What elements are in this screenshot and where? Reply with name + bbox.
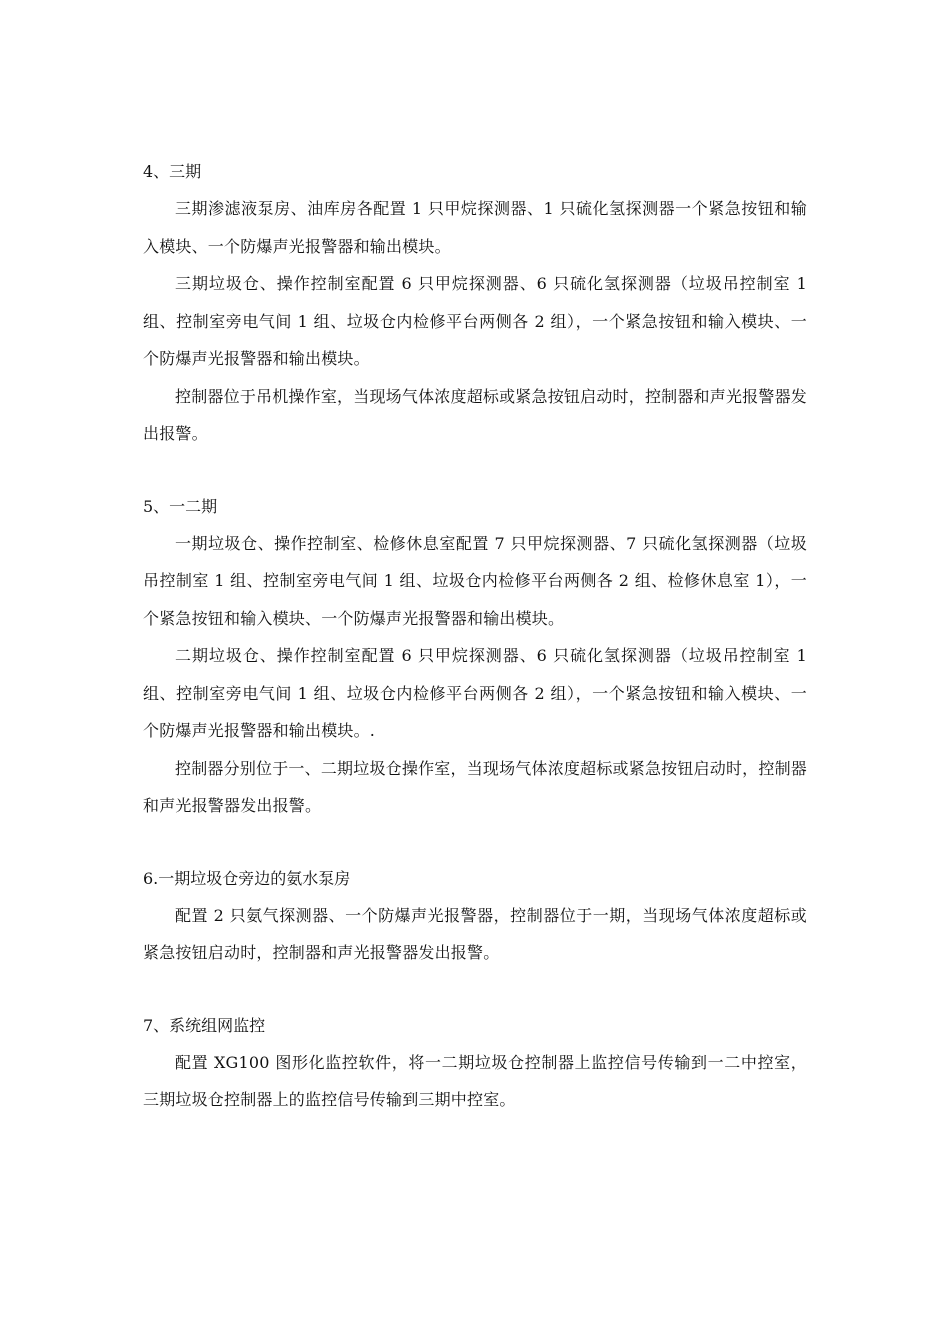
section-heading: 7、系统组网监控 bbox=[143, 1015, 266, 1035]
section-ammonia-pump-room bbox=[143, 861, 807, 972]
paragraph: 三期渗滤液泵房、油库房各配置 1 只甲烷探测器、1 只硫化氢探测器一个紧急按钮和输入模块、一个防爆声光报警器和输出模块。 bbox=[143, 199, 807, 256]
section-phase-3 bbox=[143, 154, 807, 453]
section-network-monitoring bbox=[143, 1008, 807, 1119]
paragraph: 三期垃圾仓、操作控制室配置 6 只甲烷探测器、6 只硫化氢探测器（垃圾吊控制室 1 组、控制室旁电气间 1 组、垃圾仓内检修平台两侧各 2 组），一个紧急按钮和输入模块、一个防爆声光报警器和输出模块。 bbox=[143, 274, 807, 368]
paragraph: 控制器位于吊机操作室，当现场气体浓度超标或紧急按钮启动时，控制器和声光报警器发出报警。 bbox=[143, 386, 807, 443]
document-body bbox=[143, 154, 807, 1119]
section-heading: 5、一二期 bbox=[143, 496, 218, 516]
paragraph: 控制器分别位于一、二期垃圾仓操作室，当现场气体浓度超标或紧急按钮启动时，控制器和声光报警器发出报警。 bbox=[143, 758, 807, 815]
section-phase-1-2 bbox=[143, 489, 807, 825]
paragraph: 二期垃圾仓、操作控制室配置 6 只甲烷探测器、6 只硫化氢探测器（垃圾吊控制室 1 组、控制室旁电气间 1 组、垃圾仓内检修平台两侧各 2 组），一个紧急按钮和输入模块、一个防爆声光报警器和输出模块。. bbox=[143, 646, 807, 740]
section-heading: 4、三期 bbox=[143, 162, 202, 181]
paragraph: 配置 2 只氨气探测器、一个防爆声光报警器，控制器位于一期，当现场气体浓度超标或紧急按钮启动时，控制器和声光报警器发出报警。 bbox=[143, 905, 807, 962]
paragraph: 一期垃圾仓、操作控制室、检修休息室配置 7 只甲烷探测器、7 只硫化氢探测器（垃圾吊控制室 1 组、控制室旁电气间 1 组、垃圾仓内检修平台两侧各 2 组、检修休息室 1），一个紧急按钮和输入模块、一个防爆声光报警器和输出模块。 bbox=[143, 533, 807, 628]
section-heading: 6.一期垃圾仓旁边的氨水泵房 bbox=[143, 868, 351, 888]
paragraph: 配置 XG100 图形化监控软件，将一二期垃圾仓控制器上监控信号传输到一二中控室，三期垃圾仓控制器上的监控信号传输到三期中控室。 bbox=[143, 1052, 807, 1109]
